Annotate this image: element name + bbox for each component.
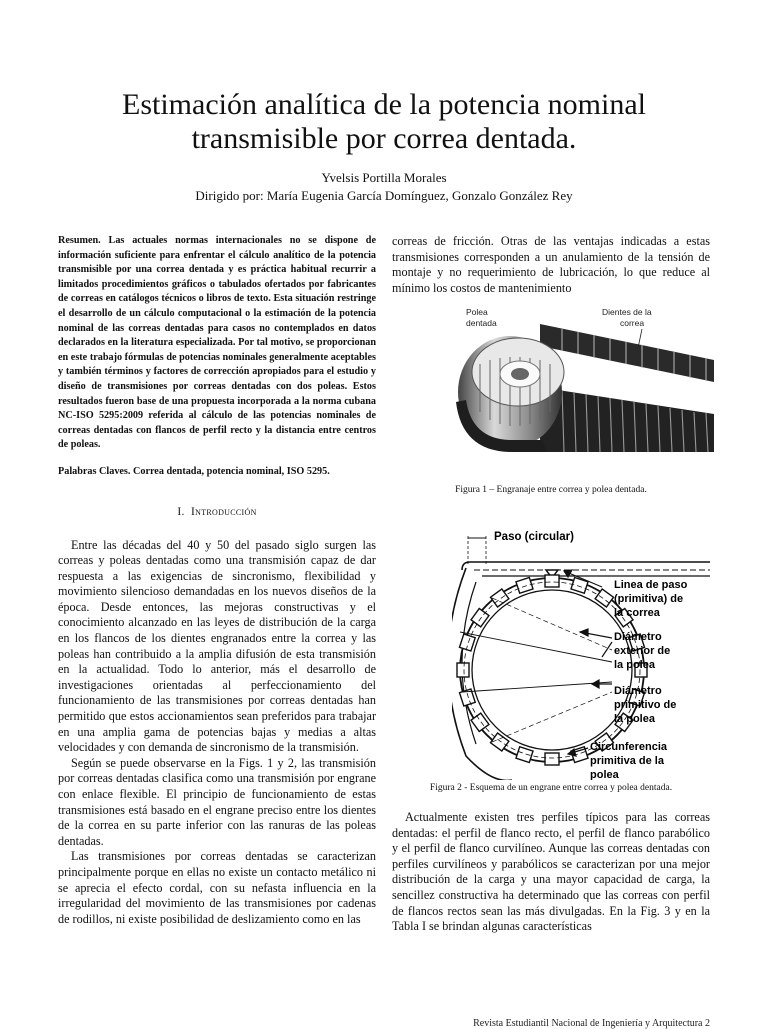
figure-1-caption: Figura 1 – Engranaje entre correa y polea dentada. xyxy=(455,485,647,495)
figure-2-label-pitch-line: Linea de paso xyxy=(614,579,688,591)
figure-2-label-pitch: Paso (circular) xyxy=(494,531,574,543)
right-column-bottom xyxy=(392,810,710,935)
figure-2-label-pitch-circle: polea xyxy=(590,769,619,780)
figure-1-label-teeth: correa xyxy=(620,318,645,328)
figure-1-label-teeth: Dientes de la xyxy=(602,307,652,317)
paragraph: correas de fricción. Otras de las ventajas indicadas a estas transmisiones corresponden a un anulamiento de la tensión de montaje y no requerimiento de lubricación, lo que reduce al mínimo los costos de mantenimiento xyxy=(392,234,710,295)
left-column xyxy=(58,234,376,927)
advisors: Dirigido por: María Eugenia García Domínguez, Gonzalo González Rey xyxy=(195,188,573,203)
figure-2-label-outer-diameter: Diámetro xyxy=(614,631,662,643)
section-heading xyxy=(58,506,376,518)
figure-2-label-pitch-diameter: primitivo de xyxy=(614,699,677,711)
paper-title: Estimación analítica de la potencia nominal transmisible por correa dentada. xyxy=(122,88,646,155)
figure-1-belt-pulley-photo xyxy=(452,302,714,480)
section-number: I. xyxy=(177,505,185,518)
paragraph: Según se puede observarse en la Figs. 1 y 2, las transmisión por correas dentadas clasifica como una transmisión por engrane con enlace flexible. El principio de funcionamiento de estas transmisiones está basado en el engrane preciso entre los dientes de la correa en su parte inferior con las ranuras de las poleas dentadas. xyxy=(58,755,376,848)
figure-2-label-pitch-circle: Circunferencia xyxy=(590,741,668,753)
figure-2-label-pitch-circle: primitiva de la xyxy=(590,755,664,767)
figure-2-label-pitch-diameter: la polea xyxy=(614,713,655,725)
abstract: Resumen. Las actuales normas internacionales no se dispone de información suficiente para enfrentar el cálculo analítico de la potencia transmisible por una correa dentada y es práctica habitual recurrir a limitados procedimientos gráficos o tabulados ofertados por fabricantes de correas en catálogos técnicos o libros de texto. Esta situación restringe el desarrollo de un cálculo computacional o la estimación de la potencia nominal de las correas dentadas para casos no contemplados en datos declarados en la literatura especializada. Por tal motivo, se proporcionan en este trabajo fórmulas de potencias nominales generalmente aceptables y también términos y factores de corrección apropiados para el estudio y diseño de transmisiones por correas dentadas con dos poleas. Estos resultados fueron base de una propuesta incorporada a la norma cubana NC-ISO 5295:2009 referida al cálculo de las potencias nominales de correas dentadas con flancos de perfil recto y la distancia entre centros de poleas. xyxy=(58,235,376,451)
author: Yvelsis Portilla Morales xyxy=(321,170,447,185)
figure-2-belt-pulley-diagram xyxy=(452,522,710,780)
figure-2-label-pitch-line: (primitiva) de xyxy=(614,593,684,605)
figure-2-label-pitch-line: la correa xyxy=(614,607,660,619)
section-title: Introducción xyxy=(191,505,257,518)
page-footer: Revista Estudiantil Nacional de Ingeniería y Arquitectura 2 xyxy=(473,1018,710,1029)
figure-1-label-pulley: Polea xyxy=(466,307,488,317)
keywords: Palabras Claves. Correa dentada, potencia nominal, ISO 5295. xyxy=(58,465,330,477)
paragraph: Entre las décadas del 40 y 50 del pasado siglo surgen las correas y poleas dentadas como una transmisión capaz de dar respuesta a las exigencias de sincronismo, flexibilidad y movimiento silencioso demandadas en los nuevos diseños de la época. Desde entonces, las mejoras constructivas y el conocimiento alcanzado en las leyes de distribución de la carga en los flancos de los dientes engranados entre la correa y las poleas han contribuido a la amplia difusión de esta transmisión en la actualidad. Todo lo anterior, más el desarrollo de investigaciones orientadas al perfeccionamiento del funcionamiento de las transmisiones por correas dentadas han permitido que estos accionamientos sean preferidos para trabajar en una amplia gama de potencias bajas y medias a altas velocidades y con demanda de sincronismo de la transmisión. xyxy=(58,537,376,755)
paragraph: Actualmente existen tres perfiles típicos para las correas dentadas: el perfil de flanco recto, el perfil de flanco parabólico y el perfil de flanco curvilíneo. Aunque las correas dentadas con perfiles curvilíneos y parabólicos se caracterizan por una mejor distribución de la carga y una mayor capacidad de carga, la sencillez constructiva ha determinado que las correas con perfil de flancos rectos sean las más divulgadas. En la Fig. 3 y en la Tabla I se brindan algunas características xyxy=(392,810,710,934)
figure-2-label-pitch-diameter: Diámetro xyxy=(614,685,662,697)
figure-2-caption: Figura 2 - Esquema de un engrane entre correa y polea dentada. xyxy=(429,783,673,793)
right-column-top xyxy=(392,234,710,296)
paragraph: Las transmisiones por correas dentadas se caracterizan principalmente porque en ellas no existe un contacto metálico ni se aprecia el efecto cordal, con su nefasta influencia en la irregularidad del movimiento de las transmisiones por cadenas de rodillos, ni existe posibilidad de deslizamiento como en las xyxy=(58,849,376,926)
figure-2-label-outer-diameter: la polea xyxy=(614,659,655,671)
figure-2-label-outer-diameter: exterior de xyxy=(614,645,671,657)
figure-1-label-pulley: dentada xyxy=(466,318,497,328)
